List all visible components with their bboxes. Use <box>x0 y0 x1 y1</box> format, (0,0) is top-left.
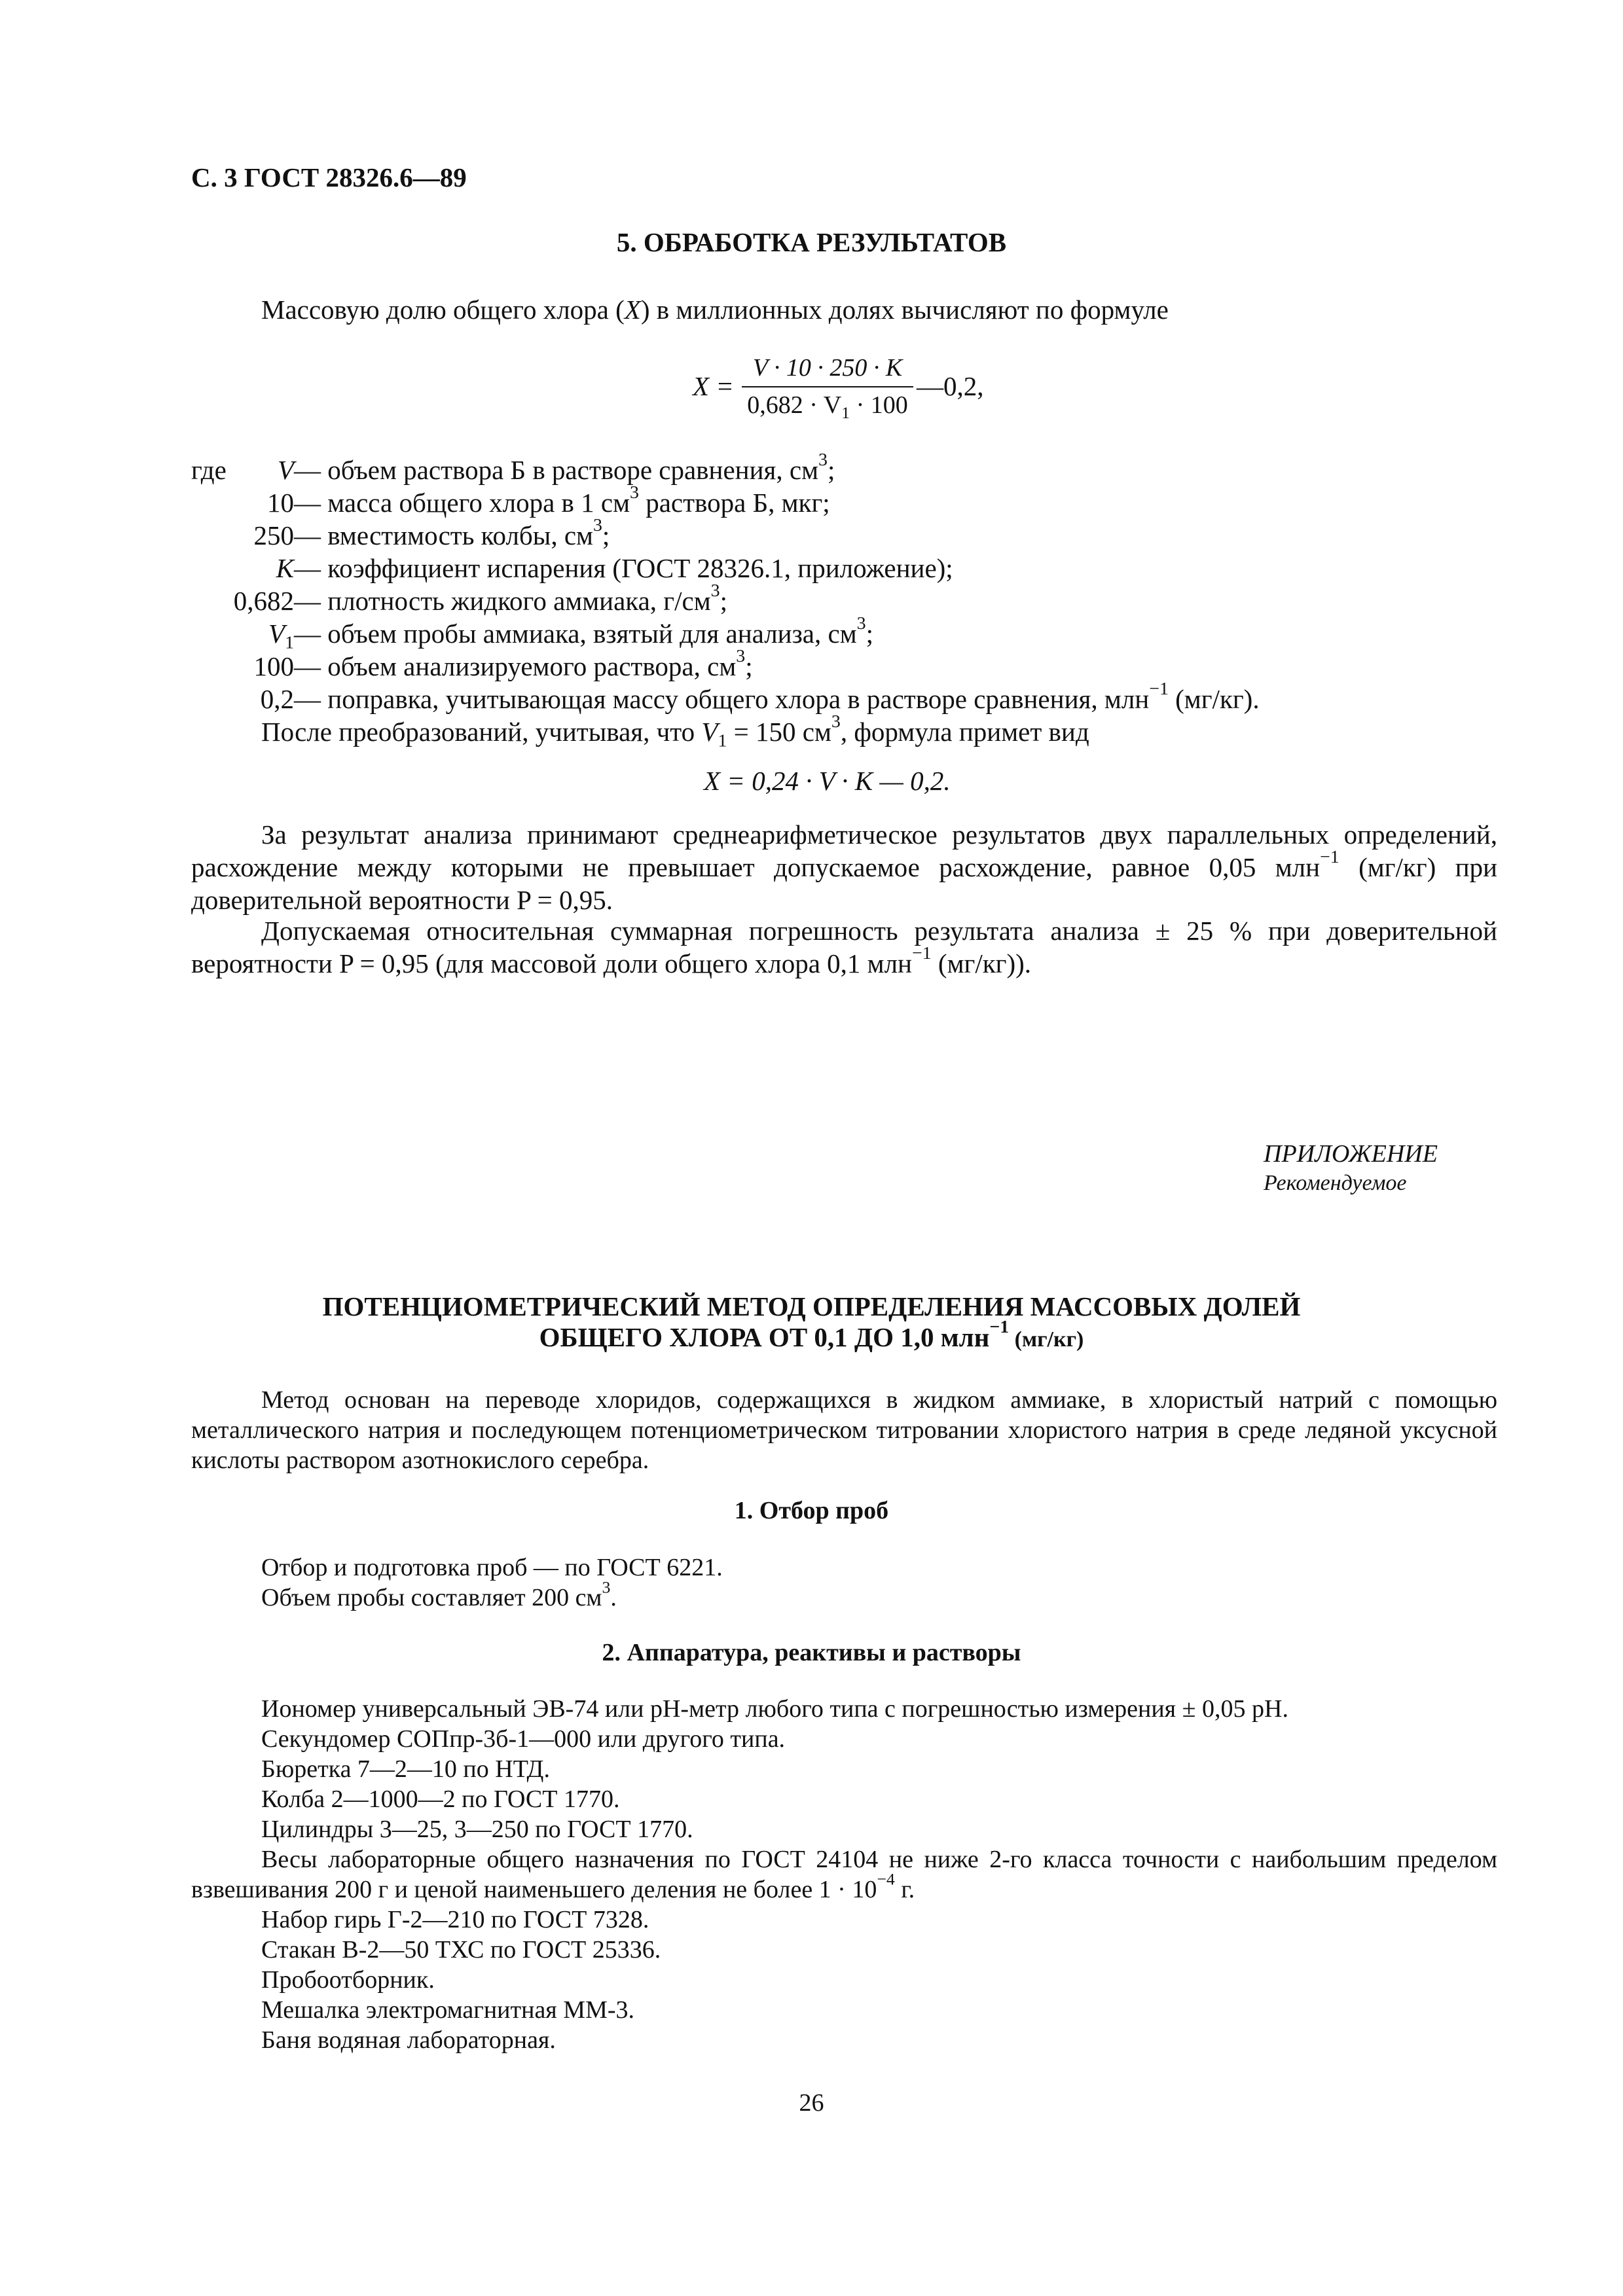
formula-numerator: V · 10 · 250 · K <box>752 354 903 382</box>
running-title: С. 3 ГОСТ 28326.6—89 <box>191 162 467 192</box>
list-item: Секундомер СОПпр-3б-1—000 или другого типа. <box>261 1725 786 1753</box>
list-item: Пробоотборник. <box>261 1966 435 1994</box>
list-item: Бюретка 7—2—10 по НТД. <box>261 1755 550 1783</box>
subsection-heading: 1. Отбор проб <box>734 1497 889 1524</box>
list-item: Баня водяная лабораторная. <box>261 2026 556 2054</box>
list-item: Цилиндры 3—25, 3—250 по ГОСТ 1770. <box>261 1816 693 1843</box>
appendix-status: Рекомендуемое <box>1264 1171 1407 1195</box>
section-heading: 5. ОБРАБОТКА РЕЗУЛЬТАТОВ <box>616 227 1007 257</box>
appendix-title-line2: ОБЩЕГО ХЛОРА ОТ 0,1 ДО 1,0 млн$^{-1}$ (мг/кг) <box>539 1317 1084 1352</box>
list-item: Мешалка электромагнитная ММ-3. <box>261 1996 635 2024</box>
scales-paragraph: Весы лабораторные общего назначения по ГОСТ 24104 не ниже 2-го класса точности с наибольшим пределом взвешивания 200 г и ценой наименьшего деления не более $1 \cdot 10^{-4}$ г. <box>191 1846 1497 1903</box>
definition-item: $V_1$ — объем пробы аммиака, взятый для анализа, $см^3$; <box>268 613 873 653</box>
sample-volume-line: Объем пробы составляет 200 $см^3$. <box>261 1577 617 1611</box>
list-item: Стакан В-2—50 ТХС по ГОСТ 25336. <box>261 1936 661 1964</box>
appendix-title-line1: ПОТЕНЦИОМЕТРИЧЕСКИЙ МЕТОД ОПРЕДЕЛЕНИЯ МАССОВЫХ ДОЛЕЙ <box>322 1291 1301 1321</box>
definition-item: V — объем раствора Б в растворе сравнения, $см^3$; <box>277 450 835 485</box>
fraction-bar <box>742 386 913 387</box>
definition-item: K — коэффициент испарения (ГОСТ 28326.1, приложение); <box>276 553 953 583</box>
formula-denominator: $0,682 \cdot V_1 \cdot 100$ <box>747 391 908 422</box>
transform-paragraph: После преобразований, учитывая, что $V_1 = 150$ $см^3$, формула примет вид <box>261 711 1089 751</box>
method-paragraph: Метод основан на переводе хлоридов, содержащихся в жидком аммиаке, в хлористый натрий с помощью металлического натрия и последующем потенциометрическом титровании хлористого натрия в среде ледяной уксусной кислоты раствором азотнокислого серебра. <box>191 1386 1497 1474</box>
where-label: где <box>191 455 227 485</box>
definition-item: 0,682 — плотность жидкого аммиака, $г/см^3$; <box>233 581 727 616</box>
sampling-line: Отбор и подготовка проб — по ГОСТ 6221. <box>261 1554 723 1581</box>
definition-item: 250 — вместимость колбы, $см^3$; <box>253 515 610 550</box>
error-paragraph: Допускаемая относительная суммарная погрешность результата анализа ± 25 % при доверительной вероятности P = 0,95 (для массовой доли общего хлора 0,1 млн$^{-1}$ (мг/кг)). <box>191 916 1497 978</box>
list-item: Набор гирь Г-2—210 по ГОСТ 7328. <box>261 1906 649 1933</box>
definition-item: 0,2 — поправка, учитывающая массу общего хлора в растворе сравнения, млн$^{-1}$ (мг/кг). <box>260 679 1260 714</box>
formula-tail: —0,2, <box>917 371 984 401</box>
intro-paragraph: Массовую долю общего хлора (X) в миллионных долях вычисляют по формуле <box>261 295 1169 325</box>
result-paragraph: За результат анализа принимают среднеарифметическое результатов двух параллельных определений, расхождение между которыми не превышает допускаемое расхождение, равное 0,05 млн$^{-1}$ (мг/кг) при доверительной вероятности P = 0,95. <box>191 819 1498 915</box>
definition-item: 10 — масса общего хлора в 1 $см^3$ раствора Б, мкг; <box>267 482 830 518</box>
definition-item: 100 — объем анализируемого раствора, $см^3$; <box>253 646 753 681</box>
formula-simplified: X = 0,24 · V · K — 0,2. <box>704 766 951 796</box>
list-item: Колба 2—1000—2 по ГОСТ 1770. <box>261 1785 620 1813</box>
appendix-label: ПРИЛОЖЕНИЕ <box>1264 1140 1438 1168</box>
page-number: 26 <box>799 2089 824 2117</box>
formula-lhs: X = <box>693 371 734 401</box>
list-item: Иономер универсальный ЭВ-74 или pH-метр любого типа с погрешностью измерения ± 0,05 pH. <box>261 1695 1288 1723</box>
subsection-heading: 2. Аппаратура, реактивы и растворы <box>602 1639 1021 1666</box>
